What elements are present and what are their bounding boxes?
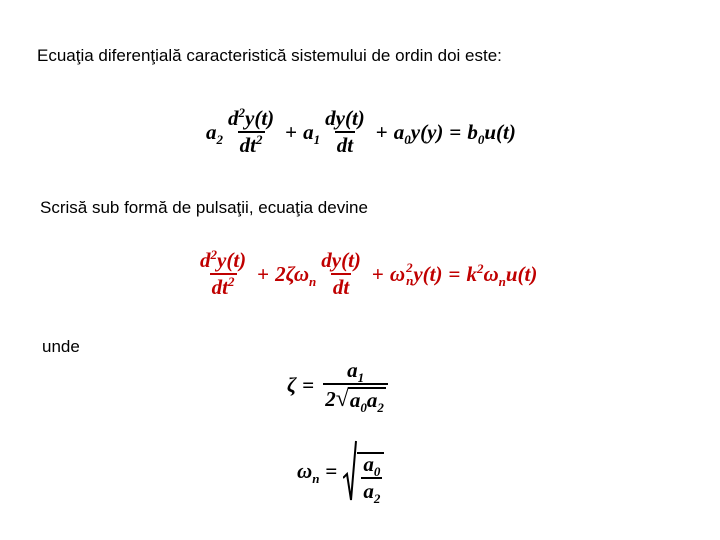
plus-sign: + [371,261,384,286]
equation-second-order [206,105,516,157]
equation-omega-n [297,440,384,507]
coef-a1: $a_1$ [303,119,321,147]
term-y: y(y) [410,119,444,144]
fraction-first-derivative: $\frac{dy(t)}{dt}$ [325,106,365,157]
term-u: u(t) [505,261,538,286]
fraction-omega: $\frac{a_0}{a_2}$ [363,452,381,507]
term-k-squared: $k^2$ [466,260,484,286]
coef-b0: $b_0$ [467,119,485,147]
equation-zeta [287,358,391,416]
intro-text: Ecuaţia diferenţială caracteristică sistemului de ordin doi este: [37,46,502,65]
sqrt-symbol: √ $a_0a_2$ [335,386,384,416]
pulsation-text: Scrisă sub formă de pulsaţii, ecuaţia devine [40,198,368,217]
coef-2-zeta-omega: $2\zeta\omega_n$ [275,261,317,289]
plus-sign: + [285,119,298,144]
term-omega-squared: ω 2 n [389,260,414,288]
omega-n-symbol: $\omega_n$ [297,458,320,486]
zeta-symbol: ζ [287,373,297,397]
equals-sign: = [325,458,338,483]
equation-pulsation-form [195,247,538,299]
fraction-second-derivative: $\frac{d^2y(t)}{dt^2}$ [228,105,275,157]
fraction-zeta: $a_1$ 2 √ $a_0a_2$ [323,360,388,411]
coef-a2: $a_2$ [206,119,223,147]
fraction-second-derivative: $\frac{d^2y(t)}{dt^2}$ [200,247,247,299]
plus-sign: + [257,261,270,286]
equals-sign: = [449,119,462,144]
equals-sign: = [448,261,461,286]
sqrt-symbol [343,440,384,507]
term-y: y(t) [413,261,443,286]
term-u: u(t) [484,119,516,144]
equals-sign: = [302,373,315,397]
fraction-first-derivative: $\frac{dy(t)}{dt}$ [321,248,361,299]
coef-a0: $a_0$ [393,119,411,147]
where-text: unde [42,337,80,356]
plus-sign: + [375,119,388,144]
term-omega-n: $\omega_n$ [483,261,506,289]
